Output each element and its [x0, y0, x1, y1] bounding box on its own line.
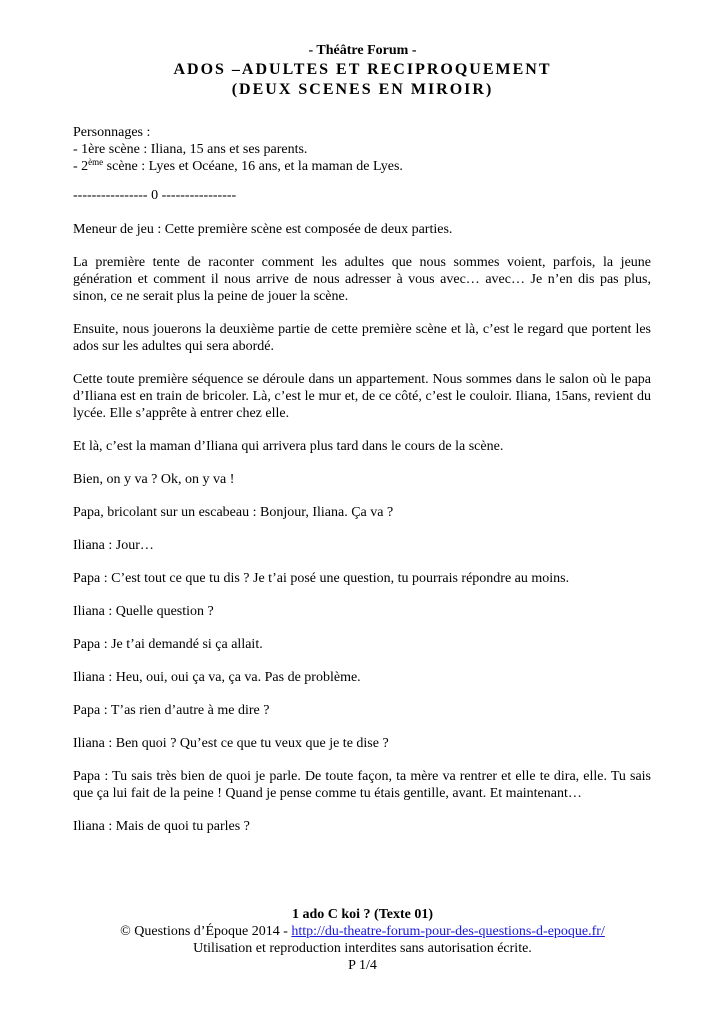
dialogue-line: Iliana : Mais de quoi tu parles ?: [73, 819, 250, 834]
page-number: P 1/4: [348, 958, 377, 973]
footer-copyright: [0, 923, 725, 940]
document-title-line2: (DEUX SCENES EN MIROIR): [231, 81, 494, 98]
dialogue-line: Papa, bricolant sur un escabeau : Bonjour, Iliana. Ça va ?: [73, 505, 394, 520]
paragraph: Bien, on y va ? Ok, on y va !: [73, 472, 235, 487]
paragraph: Meneur de jeu : Cette première scène est composée de deux parties.: [73, 222, 453, 237]
copyright-text: © Questions d’Époque 2014 -: [120, 924, 292, 939]
scene2-prefix: - 2: [73, 159, 89, 174]
characters-scene1: - 1ère scène : Iliana, 15 ans et ses parents.: [73, 142, 308, 157]
footer-title: 1 ado C koi ? (Texte 01): [291, 907, 434, 922]
dialogue-line: Papa : Je t’ai demandé si ça allait.: [73, 637, 263, 652]
dialogue-line: Papa : Tu sais très bien de quoi je parle. De toute façon, ta mère va rentrer et elle te dira, elle. Tu sais que ça lui fait de la peine ! Quand je pense comme tu étais gentille, avant. Et maintenant…: [73, 769, 651, 801]
scene2-rest: scène : Lyes et Océane, 16 ans, et la maman de Lyes.: [103, 159, 403, 174]
scene-separator: ---------------- 0 ----------------: [73, 188, 237, 203]
dialogue-line: Papa : T’as rien d’autre à me dire ?: [73, 703, 270, 718]
characters-scene2: [73, 158, 651, 175]
footer-rights: Utilisation et reproduction interdites sans autorisation écrite.: [193, 941, 532, 956]
website-link[interactable]: http://du-theatre-forum-pour-des-questions-d-epoque.fr/: [291, 924, 605, 939]
document-header: [0, 42, 725, 100]
paragraph: La première tente de raconter comment les adultes que nous sommes voient, parfois, la jeune génération et comment il nous arrive de nous adresser à vous avec… avec… Je n’en dis pas plus, sinon, ce ne serait plus la peine de jouer la scène.: [73, 255, 651, 304]
paragraph: Et là, c’est la maman d’Iliana qui arrivera plus tard dans le cours de la scène.: [73, 439, 504, 454]
dialogue-line: Iliana : Jour…: [73, 538, 154, 553]
document-title-line1: ADOS –ADULTES ET RECIPROQUEMENT: [173, 61, 552, 78]
dialogue-line: Papa : C’est tout ce que tu dis ? Je t’ai posé une question, tu pourrais répondre au moins.: [73, 571, 570, 586]
document-body: [73, 124, 651, 851]
paragraph: Ensuite, nous jouerons la deuxième partie de cette première scène et là, c’est le regard que portent les ados sur les adultes qui sera abordé.: [73, 322, 651, 354]
characters-label: Personnages :: [73, 125, 151, 140]
document-footer: [0, 906, 725, 974]
dialogue-line: Iliana : Quelle question ?: [73, 604, 214, 619]
characters-block: [73, 124, 651, 175]
scene2-superscript: ème: [88, 157, 104, 167]
dialogue-line: Iliana : Ben quoi ? Qu’est ce que tu veux que je te dise ?: [73, 736, 389, 751]
dialogue-line: Iliana : Heu, oui, oui ça va, ça va. Pas de problème.: [73, 670, 361, 685]
paragraph: Cette toute première séquence se déroule dans un appartement. Nous sommes dans le salon où le papa d’Iliana est en train de bricoler. Là, c’est le mur et, de ce côté, c’est le couloir. Iliana, 15ans, revient du lycée. Elle s’apprête à entrer chez elle.: [73, 372, 651, 421]
header-kicker: - Théâtre Forum -: [308, 43, 417, 58]
